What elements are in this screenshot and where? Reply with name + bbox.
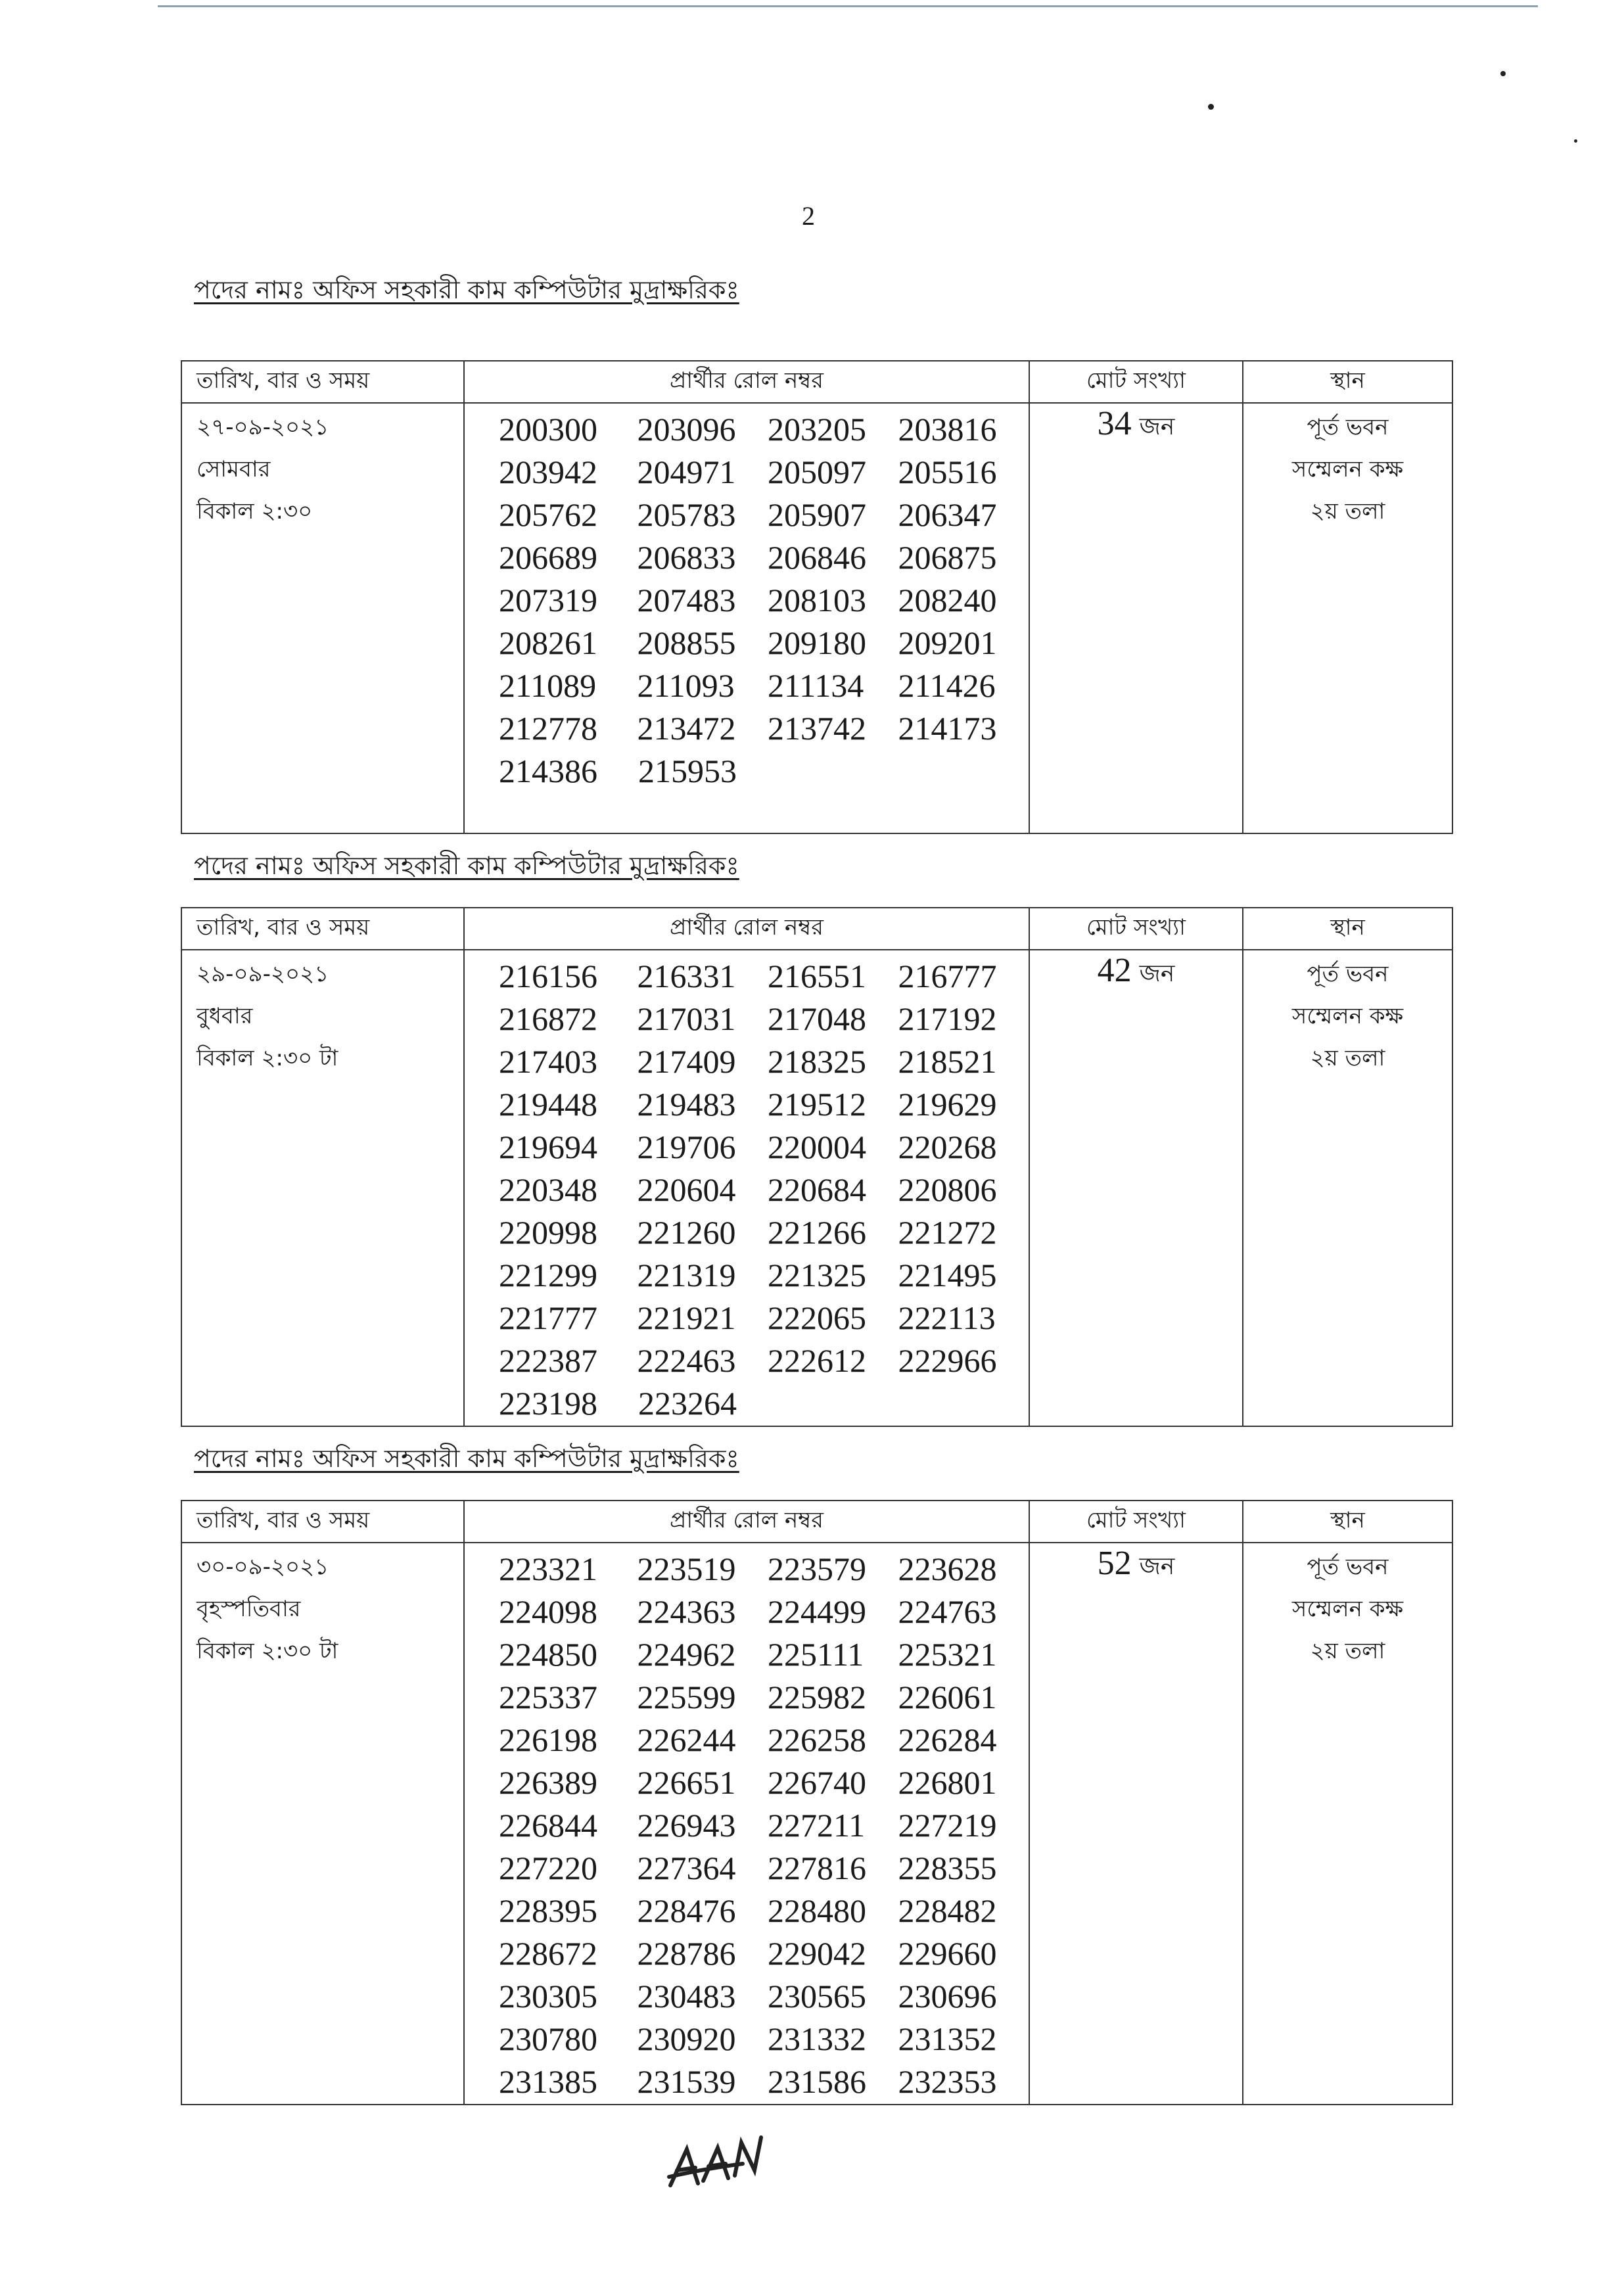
- schedule-table: [181, 1500, 1453, 2105]
- roll-row: [465, 1761, 1029, 1804]
- roll-number: 226389: [499, 1763, 597, 1801]
- header-place: স্থান: [1243, 1501, 1452, 1543]
- roll-row: [465, 1590, 1029, 1633]
- roll-row: [465, 664, 1029, 707]
- roll-row: [465, 1125, 1029, 1168]
- total-number: 34: [1097, 405, 1132, 442]
- roll-number: 217048: [767, 1000, 866, 1037]
- roll-number: 221921: [637, 1299, 736, 1336]
- roll-row: [465, 707, 1029, 749]
- roll-number: 211089: [499, 666, 597, 704]
- roll-number: 231332: [767, 2020, 866, 2057]
- roll-number: 228480: [767, 1892, 866, 1929]
- roll-number: 207319: [499, 581, 597, 618]
- roll-number: 230696: [898, 1977, 997, 2015]
- roll-number: 200300: [499, 410, 597, 448]
- roll-number: 211134: [767, 666, 864, 704]
- place-room: সম্মেলন কক্ষ: [1291, 456, 1404, 482]
- scan-speck: [1208, 104, 1214, 110]
- roll-row: [465, 1339, 1029, 1382]
- roll-number: 227211: [767, 1806, 866, 1844]
- roll-number: 213472: [637, 709, 736, 747]
- roll-number: 213742: [767, 709, 866, 747]
- roll-number: 223264: [638, 1384, 737, 1422]
- roll-number: 224098: [499, 1593, 597, 1630]
- place-room: সম্মেলন কক্ষ: [1291, 1003, 1404, 1029]
- roll-number: 216156: [499, 957, 597, 994]
- page-number: 2: [802, 201, 815, 231]
- header-date: তারিখ, বার ও সময়: [181, 1501, 464, 1543]
- roll-number: 228482: [898, 1892, 997, 1929]
- roll-number: 220004: [767, 1128, 866, 1165]
- roll-number: 231539: [637, 2063, 736, 2100]
- roll-number: 221260: [637, 1213, 736, 1251]
- roll-number: 217031: [637, 1000, 736, 1037]
- place-floor: ২য় তলা: [1310, 1045, 1385, 1071]
- roll-row: [465, 1168, 1029, 1211]
- roll-number: 211426: [898, 666, 996, 704]
- total-cell: [1029, 403, 1243, 833]
- date-cell: [181, 403, 464, 833]
- place-cell: [1243, 403, 1452, 833]
- roll-number: 228395: [499, 1892, 597, 1929]
- place-building: পূর্ত ভবন: [1307, 1554, 1389, 1580]
- roll-number: 224499: [767, 1593, 866, 1630]
- roll-number: 205762: [499, 496, 597, 533]
- roll-number: 223519: [637, 1550, 736, 1587]
- total-number: 52: [1097, 1545, 1132, 1582]
- roll-number: 223198: [499, 1384, 597, 1422]
- roll-number: 220604: [637, 1171, 736, 1208]
- roll-row: [465, 578, 1029, 621]
- schedule-table: [181, 360, 1453, 834]
- roll-number: 219629: [898, 1085, 997, 1123]
- roll-number: 212778: [499, 709, 597, 747]
- roll-row: [465, 2017, 1029, 2060]
- exam-day: বুধবার: [197, 1003, 253, 1029]
- roll-number: 228355: [898, 1849, 997, 1886]
- scan-top-edge: [158, 5, 1538, 7]
- roll-number: 228476: [637, 1892, 736, 1929]
- roll-number: 209201: [898, 624, 997, 661]
- roll-number: 206689: [499, 538, 597, 576]
- section-title: পদের নামঃ অফিস সহকারী কাম কম্পিউটার মুদ্রাক্ষরিকঃ: [194, 1444, 739, 1473]
- roll-row: [465, 1083, 1029, 1125]
- roll-number: 230483: [637, 1977, 736, 2015]
- roll-row: [465, 408, 1029, 450]
- roll-number: 224363: [637, 1593, 736, 1630]
- roll-number: 226651: [637, 1763, 736, 1801]
- exam-day: সোমবার: [197, 456, 271, 482]
- header-total: মোট সংখ্যা: [1029, 1501, 1243, 1543]
- total-cell: [1029, 950, 1243, 1426]
- roll-number: 221272: [898, 1213, 997, 1251]
- roll-number: 218325: [767, 1042, 866, 1080]
- roll-number: 225337: [499, 1678, 597, 1715]
- roll-row: [465, 1547, 1029, 1590]
- roll-number: 206846: [767, 538, 866, 576]
- header-rolls: প্রার্থীর রোল নম্বর: [464, 908, 1029, 950]
- roll-row: [465, 621, 1029, 664]
- roll-number: 211093: [637, 666, 735, 704]
- exam-time: বিকাল ২:৩০: [197, 498, 313, 524]
- roll-number: 230305: [499, 1977, 597, 2015]
- roll-row: [465, 1974, 1029, 2017]
- roll-number: 225982: [767, 1678, 866, 1715]
- roll-number: 205097: [767, 453, 866, 490]
- roll-number: 204971: [637, 453, 736, 490]
- roll-number: 227220: [499, 1849, 597, 1886]
- roll-number: 222387: [499, 1341, 597, 1379]
- rolls-cell: [464, 1543, 1029, 2105]
- roll-number: 228672: [499, 1934, 597, 1972]
- roll-number: 214386: [499, 752, 597, 789]
- roll-number: 226801: [898, 1763, 997, 1801]
- roll-number: 222113: [898, 1299, 996, 1336]
- roll-number: 223628: [898, 1550, 997, 1587]
- roll-number: 206833: [637, 538, 736, 576]
- rolls-cell: [464, 403, 1029, 833]
- roll-row: [465, 536, 1029, 578]
- roll-number: 223579: [767, 1550, 866, 1587]
- roll-number: 225111: [767, 1635, 864, 1673]
- roll-number: 203942: [499, 453, 597, 490]
- roll-number: 208240: [898, 581, 997, 618]
- roll-number: 218521: [898, 1042, 997, 1080]
- roll-number: 226943: [637, 1806, 736, 1844]
- place-floor: ২য় তলা: [1310, 1638, 1385, 1664]
- roll-number: 208103: [767, 581, 866, 618]
- roll-row: [465, 1846, 1029, 1889]
- header-rolls: প্রার্থীর রোল নম্বর: [464, 1501, 1029, 1543]
- roll-number: 222966: [898, 1341, 997, 1379]
- header-place: স্থান: [1243, 908, 1452, 950]
- place-floor: ২য় তলা: [1310, 498, 1385, 524]
- exam-day: বৃহস্পতিবার: [197, 1596, 301, 1622]
- roll-number: 231385: [499, 2063, 597, 2100]
- roll-number: 217409: [637, 1042, 736, 1080]
- roll-number: 220268: [898, 1128, 997, 1165]
- section-title: পদের নামঃ অফিস সহকারী কাম কম্পিউটার মুদ্রাক্ষরিকঃ: [194, 275, 739, 304]
- roll-number: 220684: [767, 1171, 866, 1208]
- roll-number: 229042: [767, 1934, 866, 1972]
- roll-number: 226198: [499, 1721, 597, 1758]
- place-cell: [1243, 1543, 1452, 2105]
- roll-number: 222612: [767, 1341, 866, 1379]
- roll-row: [465, 1932, 1029, 1974]
- roll-row: [465, 749, 1029, 792]
- section-title: পদের নামঃ অফিস সহকারী কাম কম্পিউটার মুদ্রাক্ষরিকঃ: [194, 851, 739, 880]
- roll-row: [465, 1211, 1029, 1253]
- roll-number: 216551: [767, 957, 866, 994]
- roll-number: 221319: [637, 1256, 736, 1293]
- roll-number: 226061: [898, 1678, 997, 1715]
- roll-number: 207483: [637, 581, 736, 618]
- roll-number: 226244: [637, 1721, 736, 1758]
- roll-number: 205783: [637, 496, 736, 533]
- header-rolls: প্রার্থীর রোল নম্বর: [464, 361, 1029, 403]
- roll-row: [465, 1889, 1029, 1932]
- roll-number: 217192: [898, 1000, 997, 1037]
- roll-number: 225321: [898, 1635, 997, 1673]
- roll-number: 224850: [499, 1635, 597, 1673]
- exam-time: বিকাল ২:৩০ টা: [197, 1638, 338, 1664]
- date-cell: [181, 1543, 464, 2105]
- roll-number: 205907: [767, 496, 866, 533]
- roll-row: [465, 450, 1029, 493]
- header-place: স্থান: [1243, 361, 1452, 403]
- roll-number: 203096: [637, 410, 736, 448]
- roll-number: 219448: [499, 1085, 597, 1123]
- roll-number: 221299: [499, 1256, 597, 1293]
- roll-number: 223321: [499, 1550, 597, 1587]
- roll-number: 219512: [767, 1085, 866, 1123]
- total-cell: [1029, 1543, 1243, 2105]
- total-unit: জন: [1139, 960, 1175, 987]
- roll-number: 225599: [637, 1678, 736, 1715]
- signature-initials: [664, 2123, 776, 2195]
- roll-number: 215953: [638, 752, 737, 789]
- place-cell: [1243, 950, 1452, 1426]
- roll-number: 221266: [767, 1213, 866, 1251]
- total-number: 42: [1097, 952, 1132, 989]
- roll-number: 231586: [767, 2063, 866, 2100]
- roll-number: 219483: [637, 1085, 736, 1123]
- roll-number: 228786: [637, 1934, 736, 1972]
- roll-number: 205516: [898, 453, 997, 490]
- roll-row: [465, 1040, 1029, 1083]
- roll-number: 216872: [499, 1000, 597, 1037]
- roll-row: [465, 1296, 1029, 1339]
- roll-number: 221495: [898, 1256, 997, 1293]
- roll-number: 222065: [767, 1299, 866, 1336]
- exam-date: ৩০-০৯-২০২১: [197, 1554, 329, 1580]
- header-total: মোট সংখ্যা: [1029, 908, 1243, 950]
- roll-number: 229660: [898, 1934, 997, 1972]
- roll-number: 226740: [767, 1763, 866, 1801]
- scan-speck: [1574, 139, 1577, 143]
- roll-number: 226258: [767, 1721, 866, 1758]
- roll-number: 219706: [637, 1128, 736, 1165]
- roll-number: 216331: [637, 957, 736, 994]
- place-room: সম্মেলন কক্ষ: [1291, 1596, 1404, 1622]
- roll-number: 203816: [898, 410, 997, 448]
- roll-number: 231352: [898, 2020, 997, 2057]
- roll-number: 221325: [767, 1256, 866, 1293]
- roll-row: [465, 493, 1029, 536]
- scan-speck: [1500, 71, 1506, 76]
- roll-number: 230920: [637, 2020, 736, 2057]
- roll-number: 208855: [637, 624, 736, 661]
- roll-number: 230780: [499, 2020, 597, 2057]
- exam-date: ২৯-০৯-২০২১: [197, 961, 329, 987]
- header-total: মোট সংখ্যা: [1029, 361, 1243, 403]
- roll-number: 227364: [637, 1849, 736, 1886]
- roll-number: 227816: [767, 1849, 866, 1886]
- roll-number: 206347: [898, 496, 997, 533]
- roll-row: [465, 2060, 1029, 2103]
- roll-row: [465, 997, 1029, 1040]
- roll-number: 220806: [898, 1171, 997, 1208]
- date-cell: [181, 950, 464, 1426]
- roll-number: 214173: [898, 709, 997, 747]
- roll-row: [465, 1718, 1029, 1761]
- roll-row: [465, 1382, 1029, 1424]
- roll-number: 217403: [499, 1042, 597, 1080]
- exam-date: ২৭-০৯-২০২১: [197, 414, 329, 440]
- roll-row: [465, 954, 1029, 997]
- roll-number: 222463: [637, 1341, 736, 1379]
- place-building: পূর্ত ভবন: [1307, 414, 1389, 440]
- roll-number: 209180: [767, 624, 866, 661]
- roll-number: 220348: [499, 1171, 597, 1208]
- roll-number: 219694: [499, 1128, 597, 1165]
- roll-row: [465, 1253, 1029, 1296]
- roll-number: 221777: [499, 1299, 597, 1336]
- roll-row: [465, 1675, 1029, 1718]
- roll-number: 230565: [767, 1977, 866, 2015]
- roll-number: 226844: [499, 1806, 597, 1844]
- total-unit: জন: [1139, 1553, 1175, 1580]
- schedule-table: [181, 907, 1453, 1427]
- roll-number: 220998: [499, 1213, 597, 1251]
- header-date: তারিখ, বার ও সময়: [181, 361, 464, 403]
- roll-number: 206875: [898, 538, 997, 576]
- exam-time: বিকাল ২:৩০ টা: [197, 1045, 338, 1071]
- header-date: তারিখ, বার ও সময়: [181, 908, 464, 950]
- place-building: পূর্ত ভবন: [1307, 961, 1389, 987]
- roll-number: 203205: [767, 410, 866, 448]
- roll-number: 227219: [898, 1806, 997, 1844]
- roll-number: 224962: [637, 1635, 736, 1673]
- roll-row: [465, 1804, 1029, 1846]
- roll-row: [465, 1633, 1029, 1675]
- total-unit: জন: [1139, 413, 1175, 440]
- roll-number: 224763: [898, 1593, 997, 1630]
- rolls-cell: [464, 950, 1029, 1426]
- roll-number: 208261: [499, 624, 597, 661]
- roll-number: 226284: [898, 1721, 997, 1758]
- roll-number: 216777: [898, 957, 997, 994]
- roll-number: 232353: [898, 2063, 997, 2100]
